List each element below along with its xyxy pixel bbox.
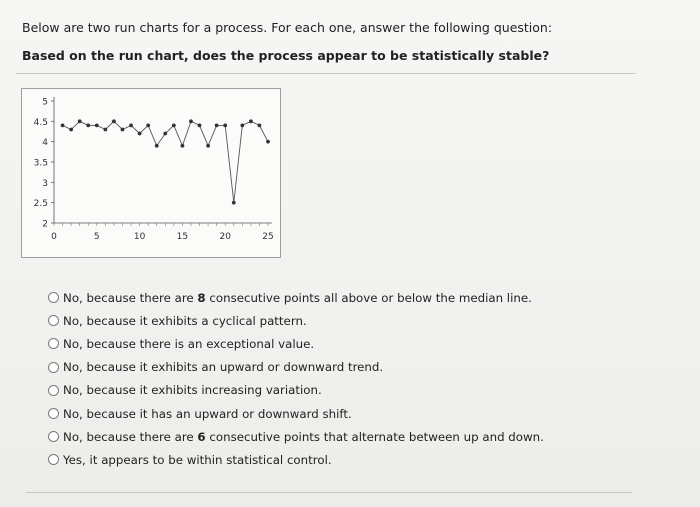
data-point (240, 124, 244, 128)
data-point (223, 124, 227, 128)
answer-option-label (63, 337, 314, 351)
data-point (121, 128, 125, 132)
answer-option-text: No, because there are (63, 290, 198, 305)
radio-button[interactable] (48, 454, 59, 465)
x-tick-label: 20 (219, 232, 231, 242)
data-point (206, 144, 210, 148)
data-point (181, 144, 185, 148)
radio-button[interactable] (48, 362, 59, 373)
instructions-text: Below are two run charts for a process. For each one, answer the following question: (22, 20, 553, 35)
radio-button[interactable] (48, 292, 59, 303)
x-tick-label: 5 (93, 232, 100, 242)
answer-option-label (63, 430, 544, 444)
divider-top (16, 73, 636, 74)
answer-option[interactable] (48, 379, 544, 402)
x-tick-label: 25 (262, 232, 274, 242)
answer-option-text: No, because it exhibits a cyclical pattern. (63, 313, 307, 328)
data-point (163, 132, 167, 136)
data-point (189, 119, 193, 123)
radio-button[interactable] (48, 431, 59, 442)
data-point (138, 132, 142, 136)
answer-option-text: No, because there are (63, 429, 198, 444)
data-point (95, 124, 99, 128)
data-point (198, 124, 202, 128)
data-point (258, 124, 262, 128)
answer-option[interactable] (48, 286, 544, 309)
x-tick-label: 0 (51, 232, 57, 242)
answer-option-text: No, because there is an exceptional value. (63, 336, 315, 351)
answer-option-text: consecutive points that alternate between up and down. (205, 429, 544, 444)
answer-option-text: No, because it exhibits increasing variation. (63, 383, 322, 398)
data-point (61, 124, 65, 128)
data-point (249, 119, 253, 123)
data-point (112, 119, 116, 123)
data-point (155, 144, 159, 148)
divider-bottom (26, 492, 632, 493)
data-point (266, 140, 270, 144)
data-point (146, 124, 150, 128)
y-tick-label: 2 (42, 219, 48, 230)
y-tick-label: 4 (42, 138, 48, 149)
run-chart-svg (22, 89, 280, 257)
y-tick-label: 5 (42, 97, 48, 108)
question-text: Based on the run chart, does the process appear to be statistically stable? (22, 48, 550, 63)
radio-button[interactable] (48, 385, 59, 396)
data-point (129, 124, 133, 128)
answer-option-text: No, because it has an upward or downward shift. (63, 406, 352, 421)
data-point (86, 124, 90, 128)
x-tick-label: 10 (133, 232, 146, 242)
data-point (103, 128, 107, 132)
answer-option-label (63, 383, 322, 397)
data-point (69, 128, 73, 132)
answer-option-label (63, 360, 383, 374)
data-point (172, 124, 176, 128)
y-tick-label: 3 (42, 178, 48, 189)
answer-option[interactable] (48, 402, 544, 425)
answer-option-emphasis: 8 (197, 290, 206, 305)
radio-button[interactable] (48, 338, 59, 349)
data-point (232, 201, 236, 205)
x-tick-label: 15 (176, 232, 189, 242)
y-tick-label: 4.5 (33, 117, 48, 128)
answer-option-label (63, 314, 307, 328)
radio-button[interactable] (48, 408, 59, 419)
data-point (215, 124, 219, 128)
answer-option[interactable] (48, 356, 544, 379)
answer-option-text: consecutive points all above or below the median line. (205, 290, 532, 305)
answer-option-text: No, because it exhibits an upward or downward trend. (63, 360, 384, 375)
run-chart (21, 88, 281, 258)
answer-option[interactable] (48, 309, 544, 332)
answer-options (48, 286, 544, 472)
answer-option-label (63, 291, 532, 305)
answer-option[interactable] (48, 425, 544, 448)
y-tick-label: 3.5 (33, 158, 48, 169)
radio-button[interactable] (48, 315, 59, 326)
answer-option-label (63, 453, 332, 467)
answer-option[interactable] (48, 332, 544, 355)
answer-option-label (63, 407, 352, 421)
answer-option[interactable] (48, 448, 544, 471)
y-tick-label: 2.5 (33, 199, 48, 210)
answer-option-text: Yes, it appears to be within statistical control. (63, 452, 332, 467)
answer-option-emphasis: 6 (197, 429, 206, 444)
data-point (78, 119, 82, 123)
